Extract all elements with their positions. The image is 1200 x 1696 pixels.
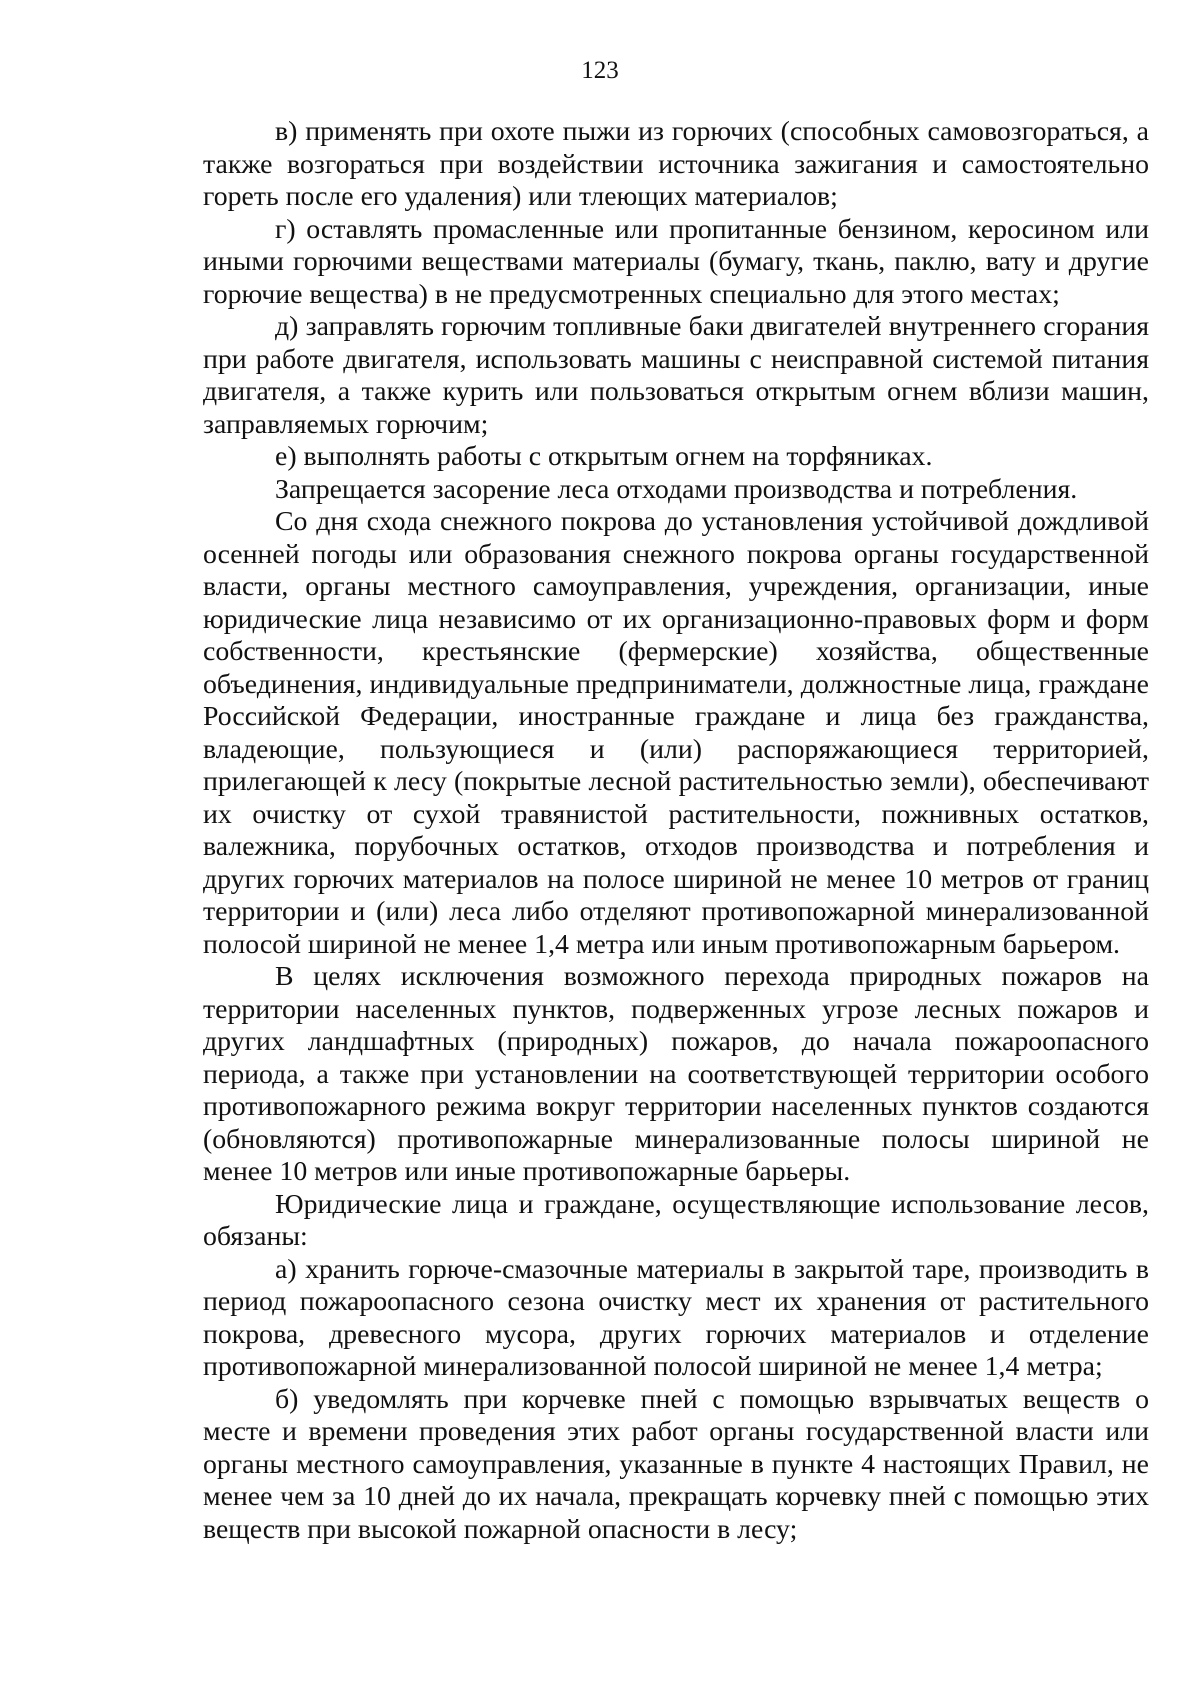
paragraph-b-stump-blasting: б) уведомлять при корчевке пней с помощью взрывчатых веществ о месте и времени проведения этих работ органы государственной власти или органы местного самоуправления, указанные в пункте 4 настоящих Правил, не менее чем за 10 дней до их начала, прекращать корчевку пней с помощью этих веществ при высокой пожарной опасности в лесу; (203, 1383, 1149, 1545)
paragraph-d-refueling: д) заправлять горючим топливные баки двигателей внутреннего сгорания при работе двигателя, использовать машины с неисправной системой питания двигателя, а также курить или пользоваться открытым огнем вблизи машин, заправляемых горючим; (203, 311, 1149, 440)
paragraph-territory-cleaning: Со дня схода снежного покрова до установления устойчивой дождливой осенней погоды или образования снежного покрова органы государственной власти, органы местного самоуправления, учреждения, организации, иные юридические лица независимо от их организационно-правовых форм и форм собственности, крестьянские (фермерские) хозяйства, общественные объединения, индивидуальные предприниматели, должностные лица, граждане Российской Федерации, иностранные граждане и лица без гражданства, владеющие, пользующиеся и (или) распоряжающиеся территорией, прилегающей к лесу (покрытые лесной растительностью земли), обеспечивают их очистку от сухой травянистой растительности, пожнивных остатков, валежника, порубочных остатков, отходов производства и потребления и других горючих материалов на полосе шириной не менее 10 метров от границ территории и (или) леса либо отделяют противопожарной минерализованной полосой шириной не менее 1,4 метра или иным противопожарным барьером. (203, 506, 1149, 960)
paragraph-g-oily-materials: г) оставлять промасленные или пропитанные бензином, керосином или иными горючими веществами материалы (бумагу, ткань, паклю, вату и другие горючие вещества) в не предусмотренных специально для этого местах; (203, 213, 1149, 310)
page-number: 123 (581, 57, 619, 84)
paragraph-a-fuel-storage: а) хранить горюче-смазочные материалы в закрытой таре, производить в период пожароопасного сезона очистку мест их хранения от растительного покрова, древесного мусора, других горючих материалов и отделение противопожарной минерализованной полосой шириной не менее 1,4 метра; (203, 1253, 1149, 1382)
paragraph-forest-users-obliged: Юридические лица и граждане, осуществляющие использование лесов, обязаны: (203, 1188, 1149, 1252)
paragraph-fire-barriers: В целях исключения возможного перехода природных пожаров на территории населенных пунктов, подверженных угрозе лесных пожаров и других ландшафтных (природных) пожаров, до начала пожароопасного периода, а также при установлении на соответствующей территории особого противопожарного режима вокруг территории населенных пунктов создаются (обновляются) противопожарные минерализованные полосы шириной не менее 10 метров или иные противопожарные барьеры. (203, 961, 1149, 1187)
paragraph-e-peat-fire: е) выполнять работы с открытым огнем на торфяниках. (275, 441, 933, 472)
paragraph-v-wadding: в) применять при охоте пыжи из горючих (способных самовозгораться, а также возгораться при воздействии источника зажигания и самостоятельно гореть после его удаления) или тлеющих материалов; (203, 116, 1149, 212)
paragraph-littering-ban: Запрещается засорение леса отходами производства и потребления. (275, 473, 1078, 505)
document-body (203, 116, 1149, 1546)
